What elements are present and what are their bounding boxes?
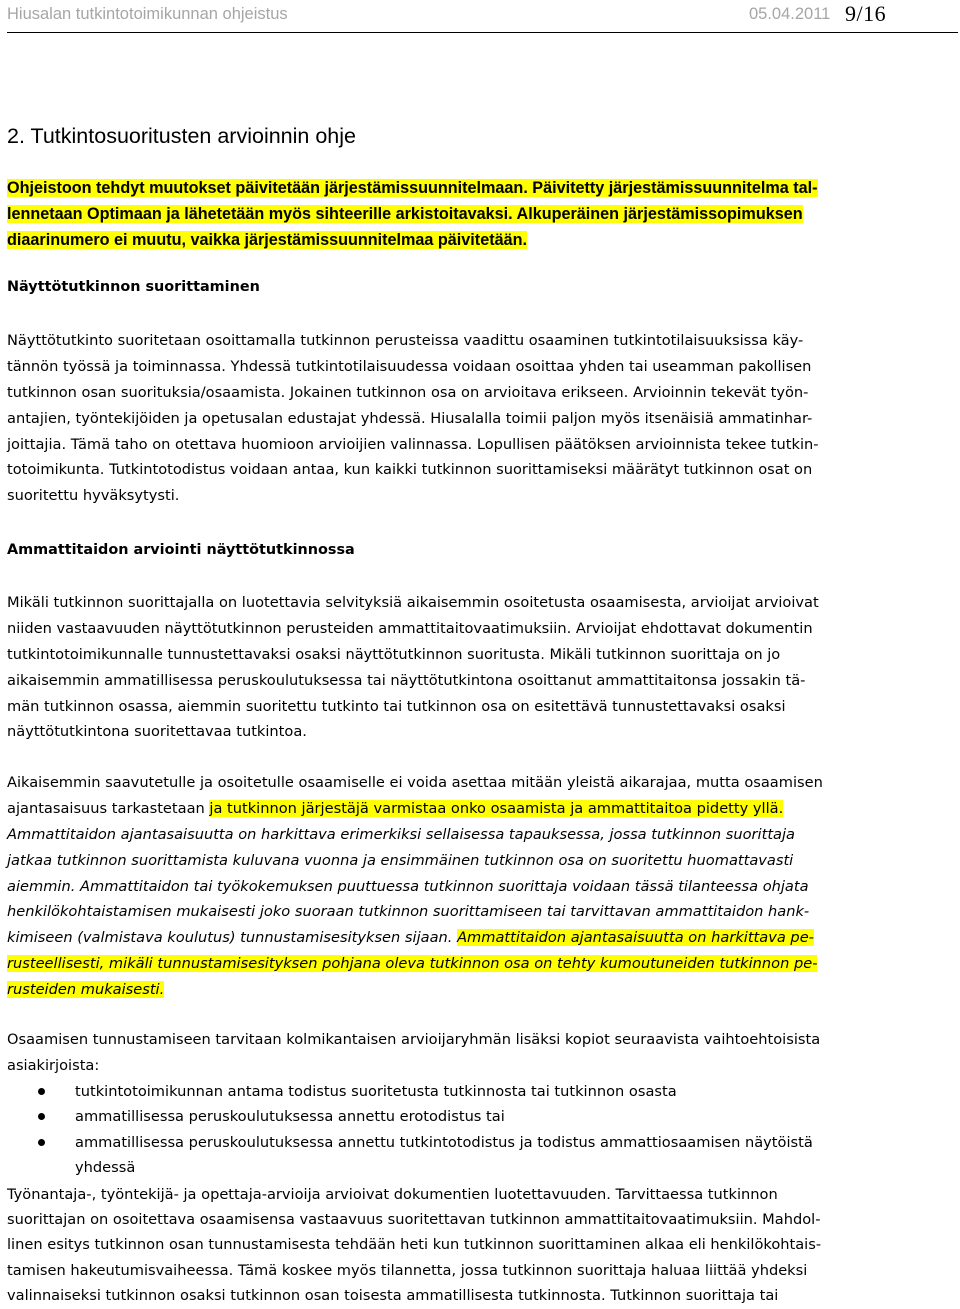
paragraph-2	[7, 590, 954, 745]
list-item	[7, 1079, 954, 1104]
bullet-icon	[38, 1088, 45, 1095]
page-header	[7, 3, 960, 29]
paragraph-5	[7, 1182, 954, 1308]
paragraph-line	[7, 925, 954, 951]
list-item-text: tutkintotoimikunnan antama todistus suoritetusta tutkinnosta tai tutkinnon osasta	[75, 1083, 677, 1100]
line-text: kimiseen (valmistava koulutus) tunnustamisesityksen sijaan.	[7, 929, 458, 947]
bullet-icon	[38, 1139, 45, 1146]
line-text: ajantasaisuus tarkastetaan	[7, 799, 210, 817]
paragraph-line: linen esitys tutkinnon osan tunnustamisesta tehdään heti kun tutkinnon suorittaminen alkaa eli henkilökohtais-	[7, 1236, 822, 1254]
paragraph-line: Ammattitaidon ajantasaisuutta on harkittava erimerkiksi sellaisessa tapauksessa, jossa tutkinnon suorittaja	[7, 825, 795, 843]
paragraph-line: antajien, työntekijöiden ja opetusalan edustajat yhdessä. Hiusalalla toimii paljon myös itsenäisiä ammatinhar-	[7, 409, 813, 427]
highlighted-text: ja tutkinnon järjestäjä varmistaa onko osaamista ja ammattitaitoa pidetty yllä.	[209, 799, 784, 817]
paragraph-line: suorittajan on osoitettava osaamisensa vastaavuus suoritettavan tutkinnon ammattitaitovaatimuksiin. Mahdol-	[7, 1211, 821, 1229]
paragraph-line	[7, 977, 954, 1003]
header-page-number: 9/16	[845, 1, 887, 26]
paragraph-line: tamisen hakeutumisvaiheessa. Tämä koskee myös tilannetta, jossa tutkinnon suorittaja haluaa liittää yhdeksi	[7, 1261, 808, 1279]
paragraph-4	[7, 1027, 954, 1079]
paragraph-line: Työnantaja-, työntekijä- ja opettaja-arvioija arvioivat dokumentien luotettavuuden. Tarvittaessa tutkinnon	[7, 1186, 778, 1203]
list-item-text: ammatillisessa peruskoulutuksessa annettu tutkintotodistus ja todistus ammattiosaamisen näytöistä	[75, 1133, 813, 1151]
paragraph-line	[7, 951, 954, 977]
header-date: 05.04.2011	[749, 5, 831, 23]
highlighted-text: rusteellisesti, mikäli tunnustamisesityksen pohjana oleva tutkinnon osa on tehty kumoutuneiden tutkinnon pe-	[7, 955, 818, 973]
paragraph-line	[7, 796, 954, 822]
paragraph-line: Näyttötutkinto suoritetaan osoittamalla tutkinnon perusteissa vaadittu osaaminen tutkintotilaisuuksissa käy-	[7, 332, 804, 349]
paragraph-line: suoritettu hyväksytysti.	[7, 487, 180, 505]
paragraph-line: aikaisemmin ammatillisessa peruskoulutuksessa tai näyttötutkintona osoittanut ammattitaitonsa jossakin tä-	[7, 671, 806, 689]
list-item	[7, 1130, 954, 1155]
highlight-intro	[7, 176, 954, 254]
highlighted-text: Ammattitaidon ajantasaisuutta on harkittava pe-	[457, 929, 814, 947]
paragraph-line: män tutkinnon osassa, aiemmin suoritettu tutkinto tai tutkinnon osa on esitettävä tunnustettavaksi osaksi	[7, 697, 786, 715]
intro-line: Ohjeistoon tehdyt muutokset päivitetään järjestämissuunnitelmaan. Päivitetty järjestämissuunnitelma tal-	[7, 179, 818, 197]
list-item-text: yhdessä	[75, 1159, 136, 1177]
header-divider	[7, 32, 958, 33]
paragraph-line: henkilökohtaistamisen mukaisesti joko suoraan tutkinnon suorittamiseen tai tarvittavan ammattitaidon hank-	[7, 903, 810, 921]
paragraph-line: tännön työssä ja toiminnassa. Yhdessä tutkintotilaisuudessa voidaan osoittaa yhden tai useamman pakollisen	[7, 357, 812, 375]
paragraph-line: valinnaiseksi tutkinnon osaksi tutkinnon osan toisesta ammatillisesta tutkinnosta. Tutkinnon suorittaja tai	[7, 1286, 779, 1304]
paragraph-line: joittajia. Tämä taho on otettava huomioon arvioijien valinnassa. Lopullisen päätöksen arvioinnista tekee tutkin-	[7, 435, 819, 453]
paragraph-line: tutkinnon osan suorituksia/osaamista. Jokainen tutkinnon osa on arvioitava erikseen. Arvioinnin tekevät työn-	[7, 383, 809, 401]
intro-line: diaarinumero ei muutu, vaikka järjestämissuunnitelmaa päivitetään.	[7, 230, 527, 249]
list-item-text: ammatillisessa peruskoulutuksessa annettu erotodistus tai	[75, 1108, 505, 1126]
highlighted-text: rusteiden mukaisesti.	[7, 981, 165, 999]
paragraph-line: Aikaisemmin saavutetulle ja osoitetulle osaamiselle ei voida asettaa mitään yleistä aikarajaa, mutta osaamisen	[7, 774, 823, 791]
heading-ammattitaidon-arviointi: Ammattitaidon arviointi näyttötutkinnossa	[7, 542, 355, 558]
section-title: 2. Tutkintosuoritusten arvioinnin ohje	[7, 124, 356, 148]
paragraph-line: jatkaa tutkinnon suorittamista kuluvana vuonna ja ensimmäinen tutkinnon osa on suoritettu huomattavasti	[7, 851, 794, 869]
paragraph-line: tutkintotoimikunnalle tunnustettavaksi osaksi näyttötutkinnon suoritusta. Mikäli tutkinnon suorittaja on jo	[7, 645, 781, 663]
bullet-list	[7, 1079, 954, 1181]
header-title: Hiusalan tutkintotoimikunnan ohjeistus	[7, 5, 288, 23]
paragraph-line: asiakirjoista:	[7, 1056, 100, 1074]
heading-nayttotutkinnon-suorittaminen: Näyttötutkinnon suorittaminen	[7, 279, 260, 295]
intro-line: lennetaan Optimaan ja lähetetään myös sihteerille arkistoitavaksi. Alkuperäinen järjestämissopimuksen	[7, 204, 803, 223]
paragraph-3	[7, 770, 954, 1003]
paragraph-line: Osaamisen tunnustamiseen tarvitaan kolmikantaisen arvioijaryhmän lisäksi kopiot seuraavista vaihtoehtoisista	[7, 1031, 821, 1048]
paragraph-1	[7, 328, 954, 509]
paragraph-line: näyttötutkintona suoritettavaa tutkintoa.	[7, 723, 307, 741]
paragraph-line: niiden vastaavuuden näyttötutkinnon perusteiden ammattitaitovaatimuksiin. Arvioijat ehdottavat dokumentin	[7, 619, 813, 637]
bullet-icon	[38, 1113, 45, 1120]
paragraph-line: aiemmin. Ammattitaidon tai työkokemuksen puuttuessa tutkinnon suorittaja voidaan tässä tilanteessa ohjata	[7, 877, 809, 895]
paragraph-line: Mikäli tutkinnon suorittajalla on luotettavia selvityksiä aikaisemmin osoitetusta osaamisesta, arvioijat arvioivat	[7, 594, 819, 611]
list-item	[7, 1104, 954, 1129]
list-item-continuation	[7, 1155, 954, 1180]
paragraph-line: totoimikunta. Tutkintotodistus voidaan antaa, kun kaikki tutkinnon suorittamiseksi määrätyt tutkinnon osat on	[7, 461, 813, 479]
